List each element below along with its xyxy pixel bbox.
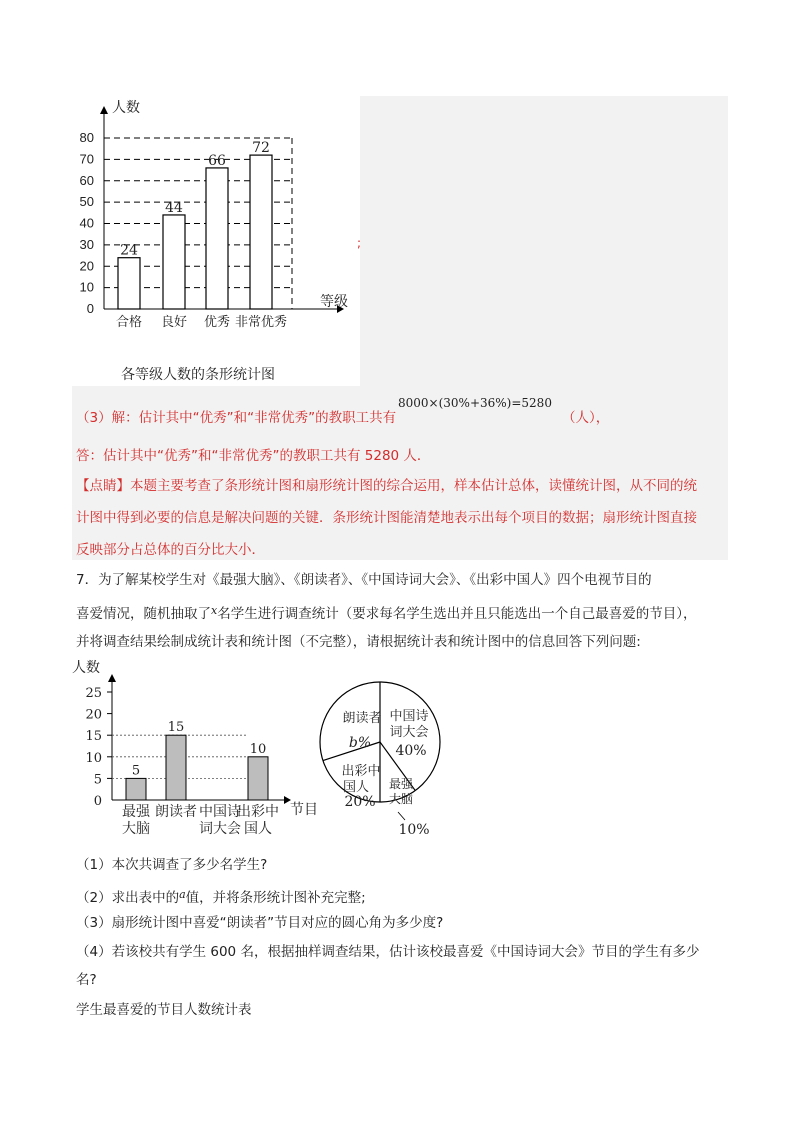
slice-label: 词大会 xyxy=(389,725,429,740)
q7-line3: 并将调查结果绘制成统计表和统计图（不完整），请根据统计表和统计图中的信息回答下列问题: xyxy=(76,634,641,650)
data-label: 72 xyxy=(252,140,270,157)
x-tick-label: 良好 xyxy=(160,314,188,329)
bar xyxy=(126,778,146,800)
formula: 8000×(30%+36%)=5280 xyxy=(398,396,552,410)
y-tick-label: 5 xyxy=(93,772,102,788)
chart-title: 各等级人数的条形统计图 xyxy=(121,366,275,382)
data-label: 5 xyxy=(131,763,141,779)
q7-line2 xyxy=(76,601,696,624)
data-label: 10 xyxy=(249,741,267,757)
table-title: 学生最喜爱的节目人数统计表 xyxy=(76,1002,252,1018)
x-tick-label: 词大会 xyxy=(199,821,241,837)
slice-label: 出彩中 xyxy=(341,764,381,779)
solution-part3 xyxy=(76,408,396,428)
y-axis-arrow xyxy=(108,674,116,682)
slice-percent: 10% xyxy=(398,822,430,838)
slice-percent: b% xyxy=(348,735,372,751)
y-tick-label: 20 xyxy=(85,707,102,723)
data-label: 66 xyxy=(208,152,226,169)
bar xyxy=(166,735,186,800)
y-axis-title: 人数 xyxy=(72,660,100,676)
q7-sub2a: （2）求出表中的 xyxy=(76,890,180,906)
answer-line: 答：估计其中“优秀”和“非常优秀”的教职工共有 5280 人． xyxy=(76,448,431,464)
program-bar-chart xyxy=(72,656,318,840)
leader-line xyxy=(398,812,405,820)
q7-sub2b: 值，并将条形统计图补充完整; xyxy=(185,890,366,906)
y-tick-label: 40 xyxy=(79,215,94,231)
bar xyxy=(118,258,140,309)
stray-semicolon: ; xyxy=(357,236,362,250)
slice-label: 国人 xyxy=(342,780,370,795)
y-tick-label: 70 xyxy=(79,151,94,167)
x-tick-label: 大脑 xyxy=(122,821,150,837)
q7-line2a: 喜爱情况，随机抽取了 xyxy=(76,606,211,622)
y-axis-arrow xyxy=(100,106,108,114)
y-tick-label: 10 xyxy=(85,750,102,766)
data-label: 15 xyxy=(167,720,185,736)
x-tick-label: 合格 xyxy=(115,314,143,329)
x-tick-label: 出彩中 xyxy=(237,804,279,820)
var-a: a xyxy=(179,888,186,901)
part3-prefix: （3）解：估计其中“优秀”和“非常优秀”的教职工共有 xyxy=(76,410,397,426)
y-tick-label: 10 xyxy=(79,279,94,295)
bar xyxy=(248,757,268,800)
slice-label: 大脑 xyxy=(388,792,414,806)
y-tick-label: 30 xyxy=(79,236,94,252)
x-tick-label: 中国诗 xyxy=(199,804,241,820)
x-tick-label: 国人 xyxy=(244,821,272,837)
bar xyxy=(163,215,185,309)
grade-bar-chart xyxy=(72,96,360,386)
slice-label: 最强 xyxy=(388,777,414,791)
q7-sub4b: 名? xyxy=(76,972,97,988)
bar xyxy=(206,168,228,309)
y-tick-label: 20 xyxy=(79,258,94,274)
y-tick-label: 50 xyxy=(79,194,94,210)
data-label: 44 xyxy=(165,199,183,216)
x-tick-label: 朗读者 xyxy=(155,804,197,820)
x-tick-label: 非常优秀 xyxy=(234,314,288,329)
y-tick-label: 25 xyxy=(85,686,102,701)
q7-sub3: （3）扇形统计图中喜爱“朗读者”节目对应的圆心角为多少度? xyxy=(76,915,444,931)
y-tick-label: 0 xyxy=(93,794,102,809)
q7-line1: 7．为了解某校学生对《最强大脑》、《朗读者》、《中国诗词大会》、《出彩中国人》四个电视节目的 xyxy=(76,572,652,588)
comment-line-1: 【点睛】本题主要考查了条形统计图和扇形统计图的综合运用，样本估计总体，读懂统计图，从不同的统 xyxy=(76,478,697,494)
program-pie-chart xyxy=(310,660,450,836)
q7-line2b: 名学生进行调查统计（要求每名学生选出并且只能选出一个自己最喜爱的节目）， xyxy=(217,606,697,622)
y-axis-title: 人数 xyxy=(112,99,140,115)
slice-percent: 20% xyxy=(344,794,376,810)
y-tick-label: 80 xyxy=(79,130,94,145)
part3-suffix: （人）， xyxy=(562,410,610,426)
q7-sub2 xyxy=(76,885,366,908)
var-x: x xyxy=(211,604,218,617)
x-tick-label: 最强 xyxy=(122,804,150,820)
y-tick-label: 60 xyxy=(79,172,94,188)
comment-line-2: 计图中得到必要的信息是解决问题的关键．条形统计图能清楚地表示出每个项目的数据；扇形统计图直接 xyxy=(76,510,697,526)
x-axis-title: 节目 xyxy=(290,802,318,818)
y-tick-label: 0 xyxy=(86,301,94,316)
q7-sub4a: （4）若该校共有学生 600 名，根据抽样调查结果，估计该校最喜爱《中国诗词大会》节目的学生有多少 xyxy=(76,944,700,960)
x-axis-title: 等级 xyxy=(320,293,348,309)
y-tick-label: 15 xyxy=(85,729,102,745)
slice-label: 中国诗 xyxy=(389,709,429,724)
bar xyxy=(250,155,272,309)
comment-line-3: 反映部分占总体的百分比大小． xyxy=(76,542,265,558)
slice-label: 朗读者 xyxy=(342,711,382,726)
x-tick-label: 优秀 xyxy=(203,314,231,329)
slice-percent: 40% xyxy=(395,743,427,759)
data-label: 24 xyxy=(120,242,138,259)
q7-sub1: （1）本次共调查了多少名学生? xyxy=(76,857,268,873)
